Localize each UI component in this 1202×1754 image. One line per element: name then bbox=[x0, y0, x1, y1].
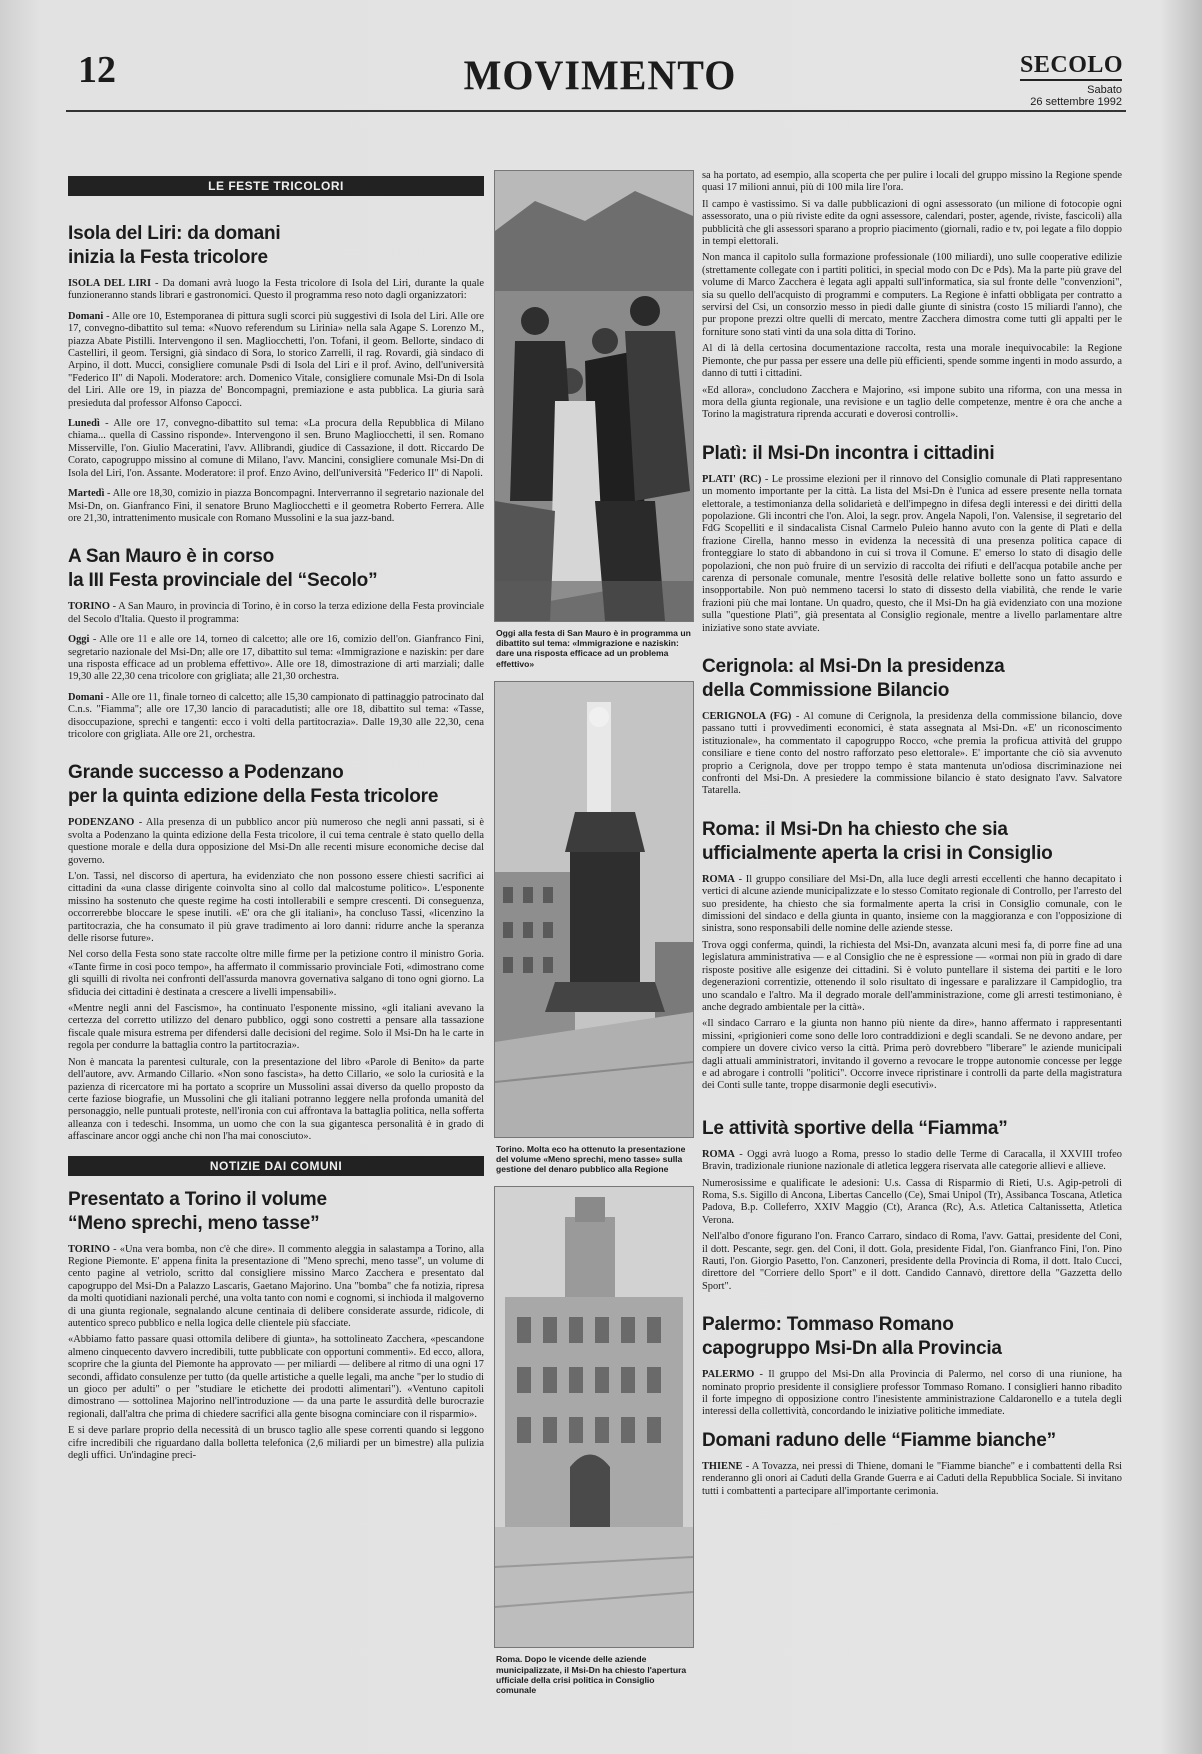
paragraph: Non manca il capitolo sulla formazione professionale (100 miliardi), uno sulle cooperative edilizie (strettamente collegate con i partiti politici, in special modo con Dc e Pds). Ma la parte più grave del volume di Marco Zacchera è legata agli appalti sull'informatica, sia sul fronte delle "convenzioni", sia su quello dell'acquisto di programmi e computers. La Regione è infatti obbligata per contratto a servirsi del Csi, un consorzio messo in piedi dalle giunte di sinistra (costo 15 miliardi l'anno), che pur propone prezzi oltre quelli di mercato, mentre Zacchera dimostra come tutti gli appalti per le forniture sono stati vinti da una sola ditta di Torino. bbox=[702, 252, 1122, 338]
paragraph: Al di là della certosina documentazione raccolta, resta una morale inequivocabile: la Regione Piemonte, che pur passa per essere una delle più efficienti, spende somme ingenti in modo assurdo, a danno di tutti i cittadini. bbox=[702, 343, 1122, 380]
paragraph: Domani - Alle ore 11, finale torneo di calcetto; alle 15,30 campionato di pattinaggio patrocinato dal C.n.s. "Fiamma"; alle ore 17,30 lancio di paracadutisti; alle ore 18, dibattito sul tema: «Tasse, disoccupazione, sprechi e tangenti: ecco i volti della partitocrazia». Dalle 19,30 alle 22,30, cena tricolore con grigliata. Alle ore 21, orchestra. bbox=[68, 691, 484, 740]
paragraph: Nell'albo d'onore figurano l'on. Franco Carraro, sindaco di Roma, l'avv. Gattai, presidente del Coni, il dott. Pescante, segr. gen. del Coni, il dott. Gola, presidente Fidal, l'on. Gianfranco Fini, l'on. Pino Rauti, l'on. Giorgio Pasetto, l'on. Canzoneri, presidente della Provincia di Roma, il dott. Italo Cucci, direttore del "Corriere dello Sport" e il dott. Candido Cannavò, direttore della "Gazzetta dello Sport". bbox=[702, 1231, 1122, 1292]
paragraph: «Abbiamo fatto passare quasi ottomila delibere di giunta», ha sottolineato Zacchera, «pescandone almeno cinquecento davvero incredibili, tutte pubblicate con opportuni commenti». Ed ecco, allora, scoprire che la giunta del Piemonte ha approvato — per miliardi — delibere al ritmo di una ogni 17 secondi, affidato consulenze per tutto (da quelle artistiche a quelle legali, ma anche "per lo studio di un gioco per adulti" o per "studiare le etichette dei prodotti alimentari"). «Ventuno capitoli dimostrano — sottolinea Majorino nell'introduzione — da una parte le assurdità delle burocrazie regionali, dall'altra che prima di chiedere sacrifici alla gente bisogna cominciare con il risparmio». bbox=[68, 1334, 484, 1420]
paragraph: Domani - Alle ore 10, Estemporanea di pittura sugli scorci più suggestivi di Isola del Liri. Alle ore 17, convegno-dibattito sul tema: «Nuovo referendum su Lirinia» nella sala Agape S. Lorenzo M., piazza Abate Pistilli. Intervengono il sen. Magliocchetti, l'on. Tofani, il geom. Bellorte, sindaco di Castelliri, il geom. Tersigni, già sindaco di Sora, lo storico Zarrelli, il rag. Rovardi, già sindaco di Arpino, il dott. Mucci, consigliere comunale Psdi di Isola del Liri e il prof. Avino, dell'università "Federico II" di Napoli. Moderatore: arch. Domenico Vitale, consigliere comunale Msi-Dn di Isola del Liri. Alle ore 19, in piazza de' Boncompagni, premiazione e asta pubblica. La giuria sarà presieduta dal professor Alfonso Capocci. bbox=[68, 310, 484, 409]
dateline bbox=[980, 84, 1122, 108]
masthead-logo: SECOLO bbox=[1020, 52, 1122, 81]
section-band-comuni: NOTIZIE DAI COMUNI bbox=[68, 1156, 484, 1176]
paragraph: ROMA - Il gruppo consiliare del Msi-Dn, alla luce degli arresti eccellenti che hanno decapitato i vertici di alcune aziende municipalizzate e lo stesso Comitato regionale di Controllo, per l'arresto del suo presidente, ha chiesto che sia formalmente aperta la crisi in Consiglio comunale, con le dimissioni del sindaco e della giunta in quanto, insieme con la maggioranza e con l'opposizione di sinistra, sono responsabili delle nomine delle aziende stesse. bbox=[702, 873, 1122, 935]
paragraph: PALERMO - Il gruppo del Msi-Dn alla Provincia di Palermo, nel corso di una riunione, ha nominato proprio presidente il consigliere professor Tommaso Romano. I consiglieri hanno ribadito il forte impegno di opposizione contro l'inesistente amministrazione Caldaronello e a tutela degli interessi della collettività, concordando le iniziative politiche immediate. bbox=[702, 1369, 1122, 1418]
paragraph: E si deve parlare proprio della necessità di un brusco taglio alle spese correnti quando si leggono cifre incredibili che riguardano dalla bolletta telefonica (2,6 miliardi per un bimestre) alla pulizia degli uffici. Un'indagine preci- bbox=[68, 1425, 484, 1462]
paragraph: L'on. Tassi, nel discorso di apertura, ha evidenziato che non possono essere chiesti sacrifici ai cittadini da «una classe dirigente coinvolta sino al collo dal malcostume politico». L'esponente missino ha sostenuto che queste regime ha costi intollerabili e sempre crescenti. Di conseguenza, occorrerebbe bloccare le spese inutili. «E' ora che gli italiani», ha concluso Tassi, «licenzino la partitocrazia, che ha consumato il più grave tradimento ai loro danni: ridurre anche la speranza delle risorse future». bbox=[68, 871, 484, 945]
header-rule bbox=[66, 110, 1126, 112]
paragraph: THIENE - A Tovazza, nei pressi di Thiene, domani le "Fiamme bianche" e i combattenti della Rsi renderanno gli onori ai Caduti della Grande Guerra e ai Caduti della Repubblica Sociale. Si invitano tutti i combattenti a partecipare all'importante cerimonia. bbox=[702, 1460, 1122, 1497]
paragraph: Martedì - Alle ore 18,30, comizio in piazza Boncompagni. Interverranno il segretario nazionale del Msi-Dn, on. Gianfranco Fini, il senatore Bruno Magliocchetti e il geometra Roberto Ferrera. Alle ore 21,30, intrattenimento musicale con Romano Mussolini e la sua jazz-band. bbox=[68, 488, 484, 524]
paragraph: «Mentre negli anni del Fascismo», ha continuato l'esponente missino, «gli italiani avevano la certezza del corretto utilizzo del denaro pubblico, oggi sono costretti a pensare alla tassazione fiscale quale misura estrema per difendersi dalle decisioni del regime. Solo il Msi-Dn ha le carte in regola per condurre la battaglia contro la partitocrazia». bbox=[68, 1003, 484, 1052]
photo-caption: Roma. Dopo le vicende delle aziende municipalizzate, il Msi-Dn ha chiesto l'apertura ufficiale della crisi politica in Consiglio comunale bbox=[496, 1654, 687, 1696]
building-photo bbox=[495, 1187, 693, 1647]
headline: Grande successo a Podenzano per la quinta edizione della Festa tricolore bbox=[68, 762, 439, 808]
article-podenzano bbox=[68, 761, 484, 1143]
right-column bbox=[702, 170, 1122, 1740]
paragraph: ROMA - Oggi avrà luogo a Roma, presso lo stadio delle Terme di Caracalla, il XXVIII trofeo Bravin, tradizionale riunione nazionale di atletica leggera riservata alle categorie allievi e allieve. bbox=[702, 1148, 1122, 1173]
paragraph: Trova oggi conferma, quindi, la richiesta del Msi-Dn, avanzata alcuni mesi fa, di porre fine ad una legislatura amministrativa — e al Consiglio che ne è espressione — «ormai non più in grado di dare risposte positive alle esigenze dei cittadini. Si è voluto puntellare il sistema dei partiti e le loro degenerazioni correntizie, ottenendo il solo risultato di ingessare e paralizzare il Campidoglio, tra uno scandalo e l'altro. Ma il degrado morale dell'amministrazione, come gli arresti testimoniano, è anche degrado ambientale per la città». bbox=[702, 939, 1122, 1013]
paragraph: «Ed allora», concludono Zacchera e Majorino, «si impone subito una riforma, con una messa in mora della giunta regionale, una revisione e un taglio delle competenze, mentre è ora che anche a Torino la magistratura riprenda accurati e doverosi controlli». bbox=[702, 384, 1122, 421]
paragraph: PLATI' (RC) - Le prossime elezioni per il rinnovo del Consiglio comunale di Platì rappresentano un momento importante per la città. La lista del Msi-Dn è l'unica ad essere presente nella tornata elettorale, a testimonianza della solidarietà e dell'impegno in difesa degli interessi e dei diritti della popolazione. Gli incontri che l'on. Aloi, la segr. prov. Angela Napoli, l'on. Valensise, il segretario del FdG Scopelliti e il sindacalista Cisnal Carmelo Puleio hanno avuto con la gente di Platì e della frazione Cirella, hanno messo in evidenza la necessità di una presenza politica capace di fronteggiare lo stato di abbandono in cui si trova il Comune. E' emerso lo stato di disagio delle popolazioni, che non può fruire di un servizio di raccolta dei rifiuti e dell'acqua potabile anche per carenza di personale comunale, mentre l'esosità delle relative bollette sono un fatto assurdo e insopportabile. Non può nemmeno tacersi lo stato di dissesto della viabilità, che rende le varie frazioni più che mai lontane. Un quadro, questo, che il Msi-Dn ha già evidenziato con una mozione sulla "questione Platì", già presentata al Consiglio regionale, mentre a livello parlamentare altre iniziative sono state avviate. bbox=[702, 473, 1122, 634]
photo-torino bbox=[494, 681, 694, 1138]
photo-caption: Oggi alla festa di San Mauro è in programma un dibattito sul tema: «Immigrazione e naziskin: dare una risposta efficace ad un problema effettivo» bbox=[496, 628, 691, 669]
headline: Le attività sportive della “Fiamma” bbox=[702, 1117, 1008, 1139]
paragraph: ISOLA DEL LIRI - Da domani avrà luogo la Festa tricolore di Isola del Liri, durante la quale funzioneranno stands librari e gastronomici. Questo il programma reso noto dagli organizzatori: bbox=[68, 278, 484, 302]
headline: A San Mauro è in corso la III Festa provinciale del “Secolo” bbox=[68, 546, 378, 592]
headline: Roma: il Msi-Dn ha chiesto che sia ufficialmente aperta la crisi in Consiglio bbox=[702, 818, 1053, 864]
photo-san-mauro bbox=[494, 170, 694, 622]
paragraph: TORINO - «Una vera bomba, non c'è che dire». Il commento aleggia in salastampa a Torino, alla Regione Piemonte. E' appena finita la presentazione di "Meno sprechi, meno tasse", un volume di cento pagine al vetriolo, scritto dal consigliere missino Marco Zacchera e presentato dal capogruppo del Msi-Dn a Palazzo Lascaris, Gaetano Majorino. Una "bomba" che fa notizia, ripresa da molti quotidiani nazionali perché, una volta tanto con nomi e cognomi, si inchioda il malgoverno di una giunta regionale, segnalando alcune centinaia di delibere considerate assurde, ridicole, di autentico spreco pubblico e nella logica delle clientele più sfacciate. bbox=[68, 1243, 484, 1329]
paragraph: CERIGNOLA (FG) - Al comune di Cerignola, la presidenza della commissione bilancio, dove passano tutti i provvedimenti economici, è stata assegnata al Msi-Dn. «E' un riconoscimento istituzionale», ha commentato il capogruppo Rocco, «che premia la proficua attività del gruppo consiliare e tiene conto del nostro rafforzato peso elettorale». E' importante che ciò sia avvenuto proprio a Cerignola, dove per troppo tempo è stata mantenuta un'odiosa discriminazione nei confronti del Msi-Dn. A presiedere la commissione bilancio è stato designato l'avv. Salvatore Tatarella. bbox=[702, 711, 1122, 797]
crowd-photo bbox=[495, 171, 693, 621]
paragraph: sa ha portato, ad esempio, alla scoperta che per pulire i locali del gruppo missino la Regione spende quasi 17 milioni annui, più di 100 mila lire l'ora. bbox=[702, 170, 1122, 194]
section-band-feste: LE FESTE TRICOLORI bbox=[68, 176, 484, 196]
article-isola-del-liri bbox=[68, 222, 484, 525]
headline: Cerignola: al Msi-Dn la presidenza della Commissione Bilancio bbox=[702, 656, 1005, 701]
paragraph: Oggi - Alle ore 11 e alle ore 14, torneo di calcetto; alle ore 16, comizio dell'on. Gianfranco Fini, segretario nazionale del Msi-Dn; alle ore 17, dibattito sul tema: «Immigrazione e naziskin: per dare una risposta efficace ad un problema effettivo». Alle ore 18, dimostrazione di arti marziali; dalle 19,30 alle 22,30 cena tricolore con grigliata; alle 21,30 orchestra. bbox=[68, 634, 484, 683]
paragraph: TORINO - A San Mauro, in provincia di Torino, è in corso la terza edizione della Festa provinciale del Secolo d'Italia. Questo il programma: bbox=[68, 601, 484, 625]
article-roma-crisi bbox=[702, 818, 1122, 1093]
article-cerignola bbox=[702, 655, 1122, 798]
statue-photo bbox=[495, 682, 693, 1137]
paragraph: «Il sindaco Carraro e la giunta non hanno più niente da dire», hanno affermato i rappresentanti missini, «prigionieri come sono delle loro contraddizioni e degli scandali. Se ne devono andare, per compiere un dovere civico verso la città. Prima però dovrebbero "liberare" le aziende municipali dagli attuali amministratori, invitando il governo a revocare le troppe autonomie concesse per legge e ad abrogare i controlli "politici". Occorre invece ripristinare i controlli da parte della magistratura dei Conti sulle tante, troppe disarmonie degli esecutivi». bbox=[702, 1018, 1122, 1092]
paragraph: Il campo è vastissimo. Si va dalle pubblicazioni di ogni assessorato (un milione di fotocopie ogni assessorato, una o più riviste edite da ogni assessore, calendari, poster, agende, riviste, fascicoli) alla pubblicità che gli assessori sparano a proprio piacimento (giornali, radio e tv, poi legate a filo doppio in tempi elettorali. bbox=[702, 198, 1122, 248]
photo-roma bbox=[494, 1186, 694, 1648]
paragraph: Numerosissime e qualificate le adesioni: U.s. Cassa di Risparmio di Rieti, U.s. Agip-petroli di Roma, S.s. Sigillo di Ancona, Libertas Cancello (Ce), Smai Unipol (Tr), Assibanca Toscana, Atletica Padova, B.p. Colleferro, XXIV Maggio (Ct), Aranca (Rc), A.s. Atletica Caltanissetta, Atletica Verona. bbox=[702, 1177, 1122, 1226]
paragraph: Nel corso della Festa sono state raccolte oltre mille firme per la petizione contro il ministro Goria. «Tante firme in così poco tempo», ha affermato il commissario provinciale Foti, «dimostrano come gli squilli di rivolta nei confronti dell'assurda manovra governativa salgano di tono ogni giorno. La sfiducia dei cittadini è destinata a crescere a livelli impensabili». bbox=[68, 949, 484, 998]
paragraph: Non è mancata la parentesi culturale, con la presentazione del libro «Parole di Benito» da parte dell'autore, avv. Armando Cillario. «Non sono fascista», ha detto Cillario, «e solo la curiosità e la pazienza di ricercatore mi ha portato a scoprire un Mussolini assai diverso da quello proposto da certe faziose biografie, un Mussolini che gli italiani potranno leggere nella profonda umanità del personaggio, nelle puntuali proteste, nell'ironia con cui affrontava la battaglia politica, nella sofferta alleanza con i tedeschi. Insomma, un uomo che con la sua gigantesca personalità è in grado di affascinare ancor oggi anche chi non l'ha mai conosciuto». bbox=[68, 1056, 484, 1143]
headline: Palermo: Tommaso Romano capogruppo Msi-Dn alla Provincia bbox=[702, 1314, 1002, 1360]
article-san-mauro bbox=[68, 545, 484, 741]
article-meno-sprechi bbox=[68, 1188, 484, 1463]
headline: Isola del Liri: da domani inizia la Festa tricolore bbox=[68, 223, 281, 268]
dateline-date: 26 settembre 1992 bbox=[1030, 96, 1122, 108]
article-plati bbox=[702, 442, 1122, 635]
photo-caption: Torino. Molta eco ha ottenuto la presentazione del volume «Meno sprechi, meno tasse» sulla gestione del denaro pubblico alla Regione bbox=[496, 1143, 686, 1175]
section-title: MOVIMENTO bbox=[463, 51, 737, 100]
paragraph: Lunedì - Alle ore 17, convegno-dibattito sul tema: «La procura della Repubblica di Milano chiama... quella di Cassino risponde». Intervengono il sen. Bruno Magliocchetti, il sen. Romano Misserville, l'on. Giulio Maceratini, l'avv. Allibrandi, giudice di Cassazione, il dott. Riccardo De Corato, capogruppo missino al comune di Milano, l'avv. Mancini, consigliere comunale Msi-Dn di Isola del Liri, l'on. Assante. Moderatore: il prof. Enzo Avino, dell'università "Federico II" di Napoli. bbox=[68, 418, 484, 479]
article-meno-sprechi-continued bbox=[702, 170, 1122, 422]
headline: Domani raduno delle “Fiamme bianche” bbox=[702, 1429, 1056, 1451]
page-number: 12 bbox=[78, 49, 116, 91]
photo-column bbox=[494, 170, 694, 1745]
paragraph: PODENZANO - Alla presenza di un pubblico ancor più numeroso che negli anni passati, si è svolta a Podenzano la quinta edizione della Festa tricolore, il cui tema centrale è stato quello della questione morale e della dura opposizione del Msi-Dn alle recenti misure economiche decise dal governo. bbox=[68, 817, 484, 866]
left-column bbox=[68, 170, 484, 1740]
article-fiamma-sport bbox=[702, 1117, 1122, 1293]
dateline-day: Sabato bbox=[1087, 84, 1122, 96]
headline: Presentato a Torino il volume “Meno sprechi, meno tasse” bbox=[68, 1188, 327, 1234]
article-palermo bbox=[702, 1313, 1122, 1419]
headline: Platì: il Msi-Dn incontra i cittadini bbox=[702, 442, 995, 464]
article-fiamme-bianche bbox=[702, 1429, 1122, 1498]
